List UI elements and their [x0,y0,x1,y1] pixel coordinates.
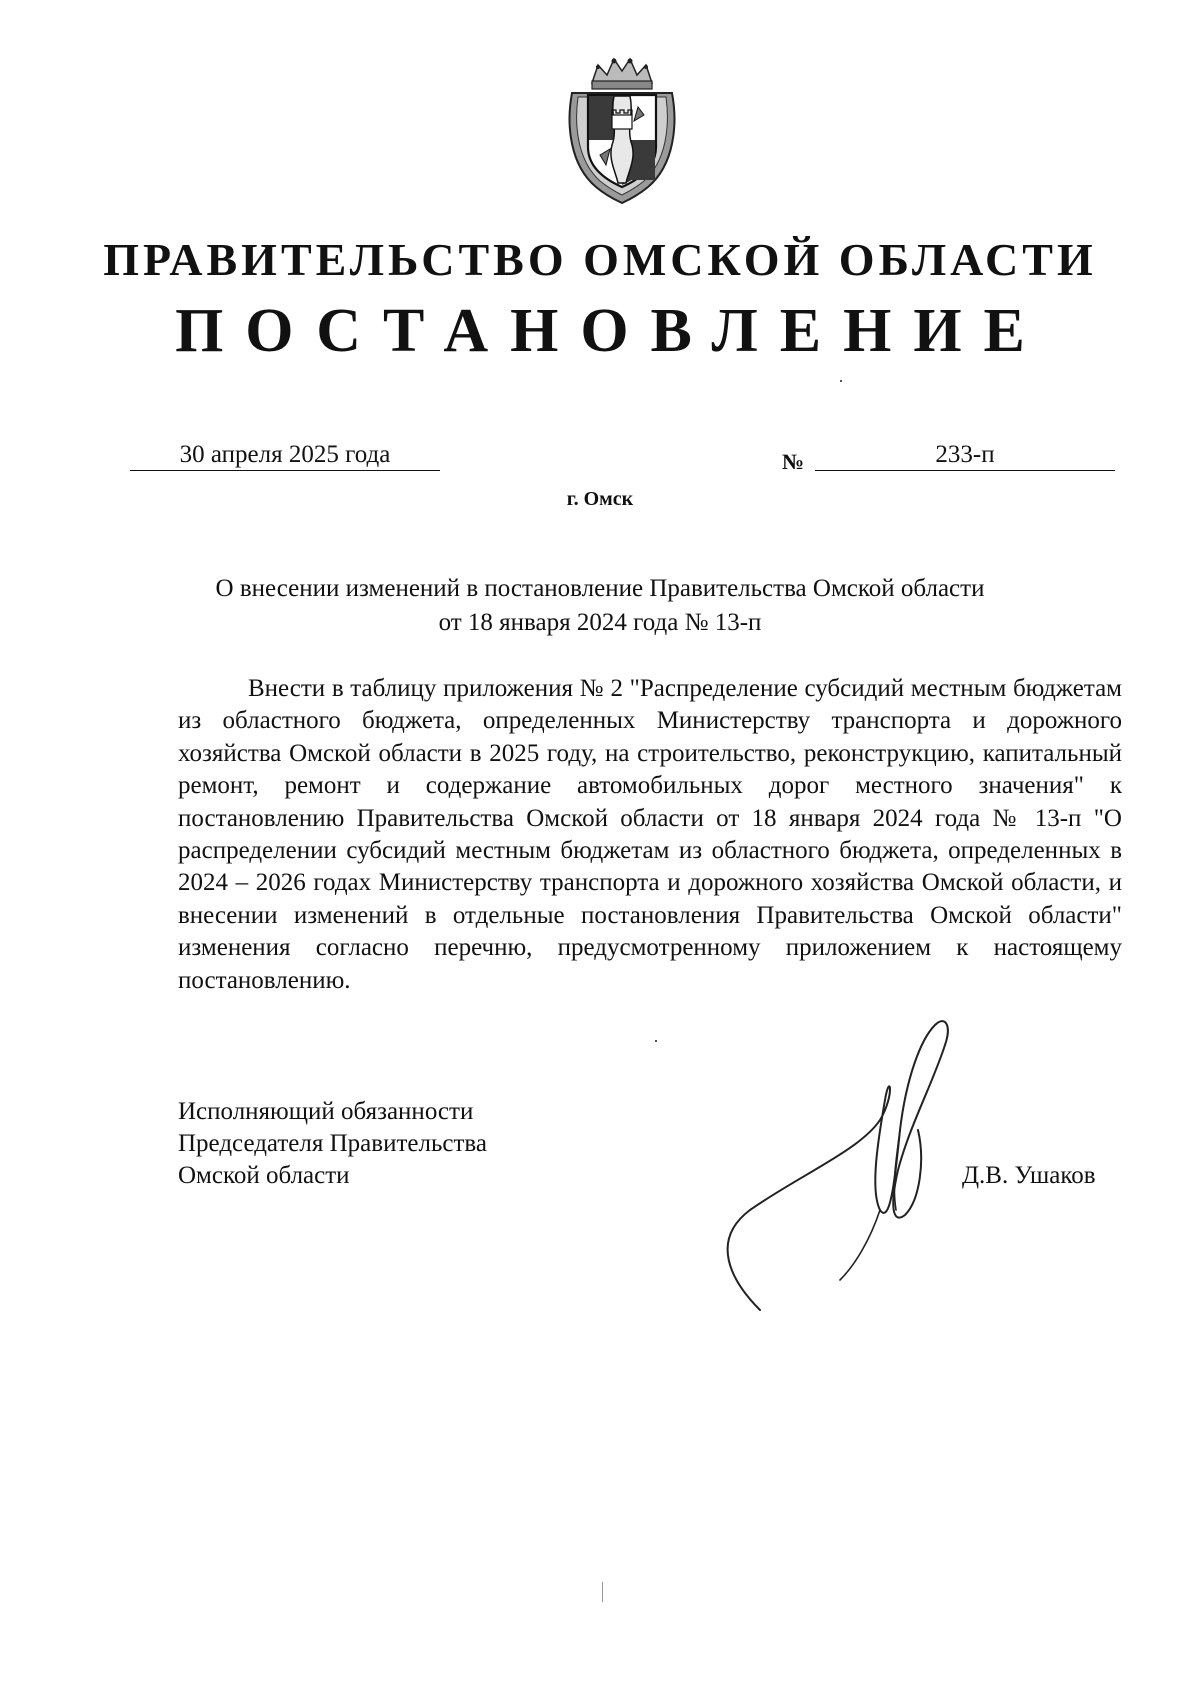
body-paragraph: Внести в таблицу приложения № 2 "Распределение субсидий местным бюджетам из областного бюджета, определенных Министерству транспорта и дорожного хозяйства Омской области в 2025 году, на строительство, реконструкцию, капитальный ремонт, ремонт и содержание автомобильных дорог местного значения" к постановлению Правительства Омской области от 18 января 2024 года № 13-п "О распределении субсидий местным бюджетам из областного бюджета, определенных в 2024 – 2026 годах Министерству транспорта и дорожного хозяйства Омской области, и внесении изменений в отдельные постановления Правительства Омской области" изменения согласно перечню, предусмотренному приложением к настоящему постановлению. [178,675,1122,994]
scan-speck [840,380,842,382]
document-subject [150,572,1050,640]
scan-speck [655,1040,657,1042]
organization-title: ПРАВИТЕЛЬСТВО ОМСКОЙ ОБЛАСТИ [103,234,1097,285]
number-label: № [782,449,805,474]
position-line: Исполняющий обязанности [178,1098,474,1125]
position-line: Омской области [178,1162,350,1189]
document-date: 30 апреля 2025 года [130,440,440,471]
signatory-name: Д.В. Ушаков [962,1162,1096,1189]
document-kind-title: ПОСТАНОВЛЕНИЕ [175,297,1047,365]
scan-speck [602,1582,603,1602]
subject-line: О внесении изменений в постановление Правительства Омской области [215,575,985,602]
coat-of-arms-icon [562,55,682,205]
subject-line: от 18 января 2024 года № 13-п [438,609,762,636]
position-line: Председателя Правительства [178,1130,487,1157]
document-number: 233-п [815,440,1115,471]
signatory-position [178,1096,487,1192]
city-label: г. Омск [566,488,634,510]
